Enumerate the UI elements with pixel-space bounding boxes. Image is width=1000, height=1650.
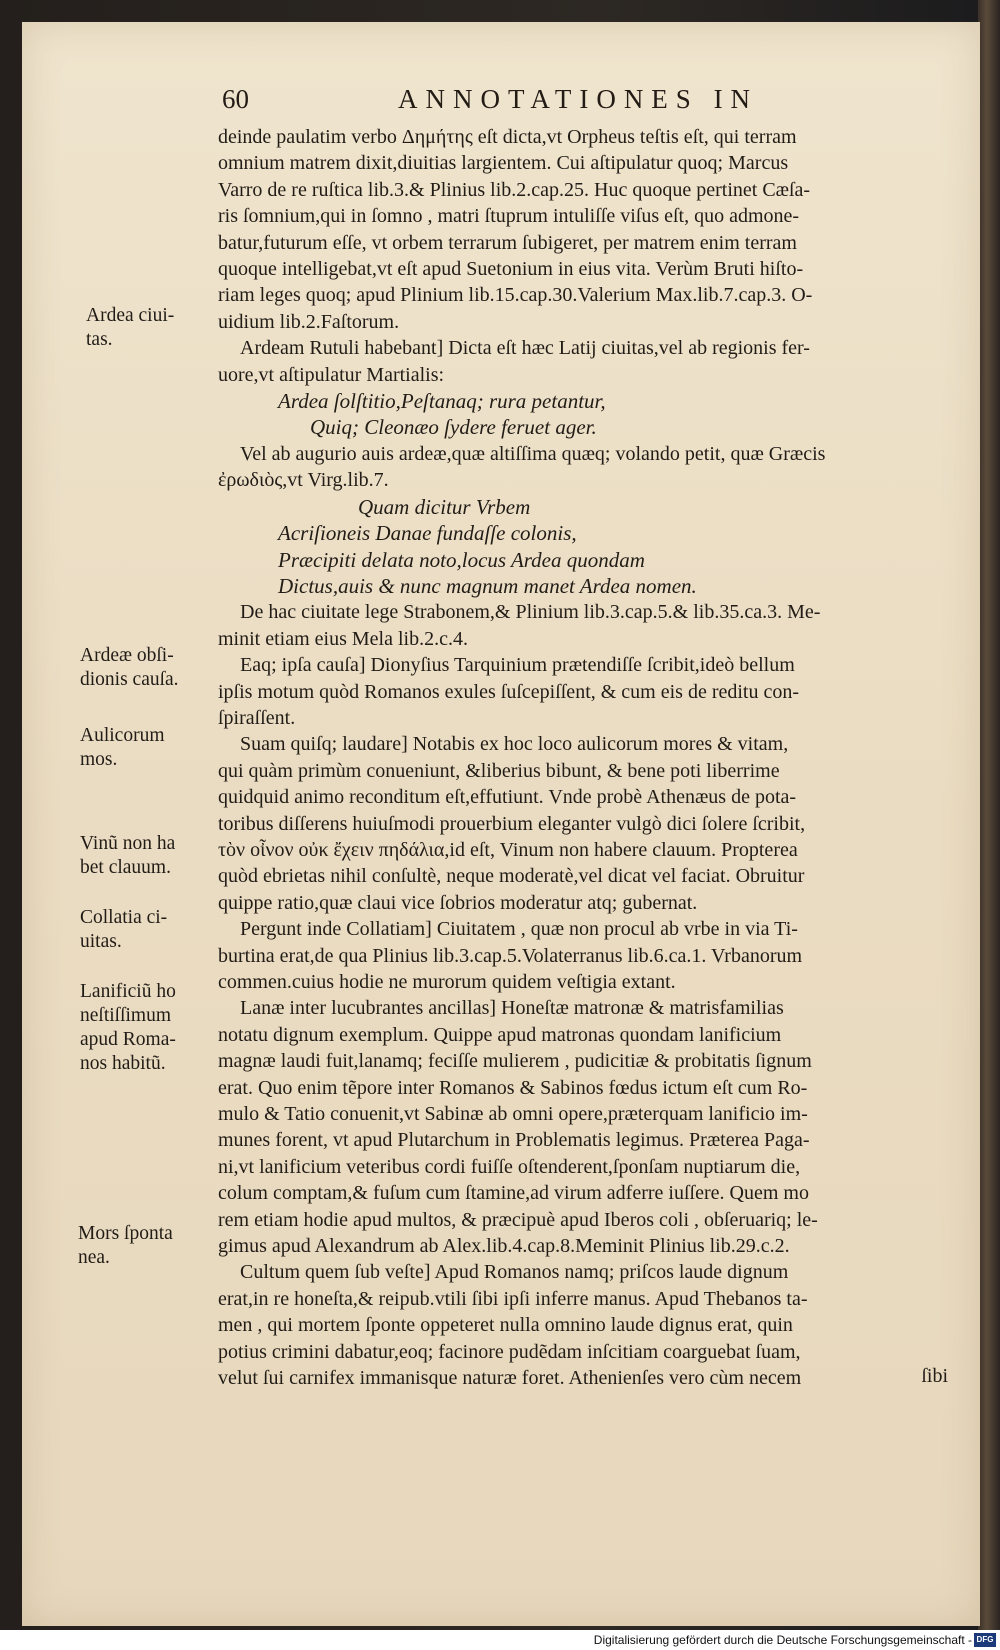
text-line: notatu dignum exemplum. Quippe apud matronas quondam lanificium bbox=[218, 1023, 782, 1046]
text-line: erat. Quo enim tẽpore inter Romanos & Sabinos fœdus ictum eſt cum Ro- bbox=[218, 1076, 808, 1099]
text-line: potius crimini dabatur,eoq; facinore pudẽdam inſcitiam coarguebat ſuam, bbox=[218, 1340, 801, 1363]
text-line: ris ſomnium,qui in ſomno , matri ſtuprum intuliſſe viſus eſt, quo admone- bbox=[218, 205, 800, 228]
verse-line: Acriſioneis Danae fundaſſe colonis, bbox=[278, 521, 577, 546]
text-line: deinde paulatim verbo Δημήτης eſt dicta,vt Orpheus teſtis eſt, qui terram bbox=[218, 126, 797, 148]
text-line: quòd ebrietas nihil conſultè, neque moderatè,vel dicat vel faciat. Obruitur bbox=[218, 865, 805, 888]
verse-line: Dictus,auis & nunc magnum manet Ardea nomen. bbox=[278, 573, 697, 598]
text-line: riam leges quoq; apud Plinium lib.15.cap.30.Valerium Max.lib.7.cap.3. O- bbox=[218, 284, 813, 307]
verse-line: Præcipiti delata noto,locus Ardea quondam bbox=[278, 547, 645, 572]
text-line: omnium matrem dixit,diuitias largientem. Cui aſtipulatur quoq; Marcus bbox=[218, 152, 789, 175]
text-line: Varro de re ruſtica lib.3.& Plinius lib.2.cap.25. Huc quoque pertinet Cæſa- bbox=[218, 178, 811, 201]
footer-text: Digitalisierung gefördert durch die Deutsche Forschungsgemeinschaft - bbox=[593, 1633, 972, 1647]
text-line: magnæ laudi fuit,lanamq; feciſſe mulierem , pudicitiæ & probitatis ſignum bbox=[218, 1050, 812, 1073]
verse-line: Quam dicitur Vrbem bbox=[358, 494, 531, 519]
book-edge bbox=[978, 0, 1000, 1650]
text-line: Eaq; ipſa cauſa] Dionyſius Tarquinium prætendiſſe ſcribit,ideò bellum bbox=[240, 654, 795, 677]
text-line: De hac ciuitate lege Strabonem,& Plinium lib.3.cap.5.& lib.35.ca.3. Me- bbox=[240, 601, 821, 624]
page-number: 60 bbox=[222, 84, 249, 114]
text-line: ipſis motum quòd Romanos exules ſuſcepiſſent, & cum eis de reditu con- bbox=[218, 680, 800, 703]
text-line: uore,vt aſtipulatur Martialis: bbox=[218, 363, 445, 386]
text-line: qui quàm primùm conueniunt, &liberius bibunt, & bene poti liberrime bbox=[218, 759, 780, 782]
catchword: ſibi bbox=[921, 1365, 948, 1387]
margin-note: Ardea ciui- tas. bbox=[86, 305, 175, 350]
verse-line: Ardea ſolſtitio,Peſtanaq; rura petantur, bbox=[278, 389, 606, 414]
text-line: gimus apud Alexandrum ab Alex.lib.4.cap.8.Meminit Plinius lib.29.c.2. bbox=[218, 1235, 790, 1258]
text-line: Lanæ inter lucubrantes ancillas] Honeſtæ matronæ & matrisfamilias bbox=[240, 997, 784, 1020]
text-line: ni,vt lanificium veteribus cordi fuiſſe oſtenderent,ſponſam nuptiarum die, bbox=[218, 1155, 801, 1178]
text-line: Cultum quem ſub veſte] Apud Romanos namq; priſcos laude dignum bbox=[240, 1261, 789, 1284]
text-line: Vel ab augurio auis ardeæ,quæ altiſſima quæq; volando petit, quæ Græcis bbox=[240, 442, 826, 465]
text-line: Pergunt inde Collatiam] Ciuitatem , quæ non procul ab vrbe in via Ti- bbox=[240, 918, 798, 941]
margin-note: Aulicorum mos. bbox=[80, 725, 165, 770]
text-line: colum comptam,& fuſum cum ſtamine,ad virum adferre iuſſere. Quem mo bbox=[218, 1182, 809, 1205]
text-line: mulo & Tatio conuenit,vt Sabinæ ab omni opere,præterquam lanificio im- bbox=[218, 1103, 808, 1126]
verse-line: Quiq; Cleonæo ſydere feruet ager. bbox=[310, 415, 597, 440]
text-line: ſpiraſſent. bbox=[218, 706, 296, 729]
text-line: minit etiam eius Mela lib.2.c.4. bbox=[218, 627, 468, 650]
text-line: quoque intelligebat,vt eſt apud Suetonium in eius vita. Verùm Bruti hiſto- bbox=[218, 258, 804, 281]
text-line: quidquid animo reconditum eſt,effutiunt. Vnde probè Athenæus de pota- bbox=[218, 786, 797, 809]
margin-note: Collatia ci- uitas. bbox=[80, 907, 168, 952]
margin-note: Ardeæ obſi- dionis cauſa. bbox=[80, 645, 179, 690]
text-line: men , qui mortem ſponte oppeteret nulla omnino laude dignus erat, quin bbox=[218, 1314, 793, 1337]
text-line: burtina erat,de qua Plinius lib.3.cap.5.Volaterranus lib.6.ca.1. Vrbanorum bbox=[218, 944, 803, 967]
text-line: ἐρωδιὸς,vt Virg.lib.7. bbox=[218, 469, 389, 492]
footer-bar bbox=[0, 1630, 1000, 1650]
text-line: commen.cuius hodie ne murorum quidem veſtigia extant. bbox=[218, 971, 676, 993]
text-line: erat,in re honeſta,& reipub.vtili ſibi ipſi inferre manus. Apud Thebanos ta- bbox=[218, 1287, 808, 1310]
margin-note: Lanificiũ ho neſtiſſimum apud Roma- nos habitũ. bbox=[80, 981, 176, 1074]
dfg-logo-icon: DFG bbox=[974, 1633, 996, 1647]
text-line: Ardeam Rutuli habebant] Dicta eſt hæc Latij ciuitas,vel ab regionis fer- bbox=[240, 337, 810, 360]
text-line: rem etiam hodie apud multos, & præcipuè apud Iberos coli , obſeruariq; le- bbox=[218, 1208, 818, 1231]
text-line: τὸν οἶνον οὐκ ἔχειν πηδάλια,id eſt, Vinum non habere clauum. Propterea bbox=[218, 838, 798, 861]
text-line: batur,futurum eſſe, vt orbem terrarum ſubigeret, per matrem enim terram bbox=[218, 231, 797, 254]
main-text bbox=[218, 124, 946, 1392]
text-line: Suam quiſq; laudare] Notabis ex hoc loco aulicorum mores & vitam, bbox=[240, 733, 789, 756]
margin-note: Mors ſponta nea. bbox=[78, 1223, 173, 1268]
text-line: velut ſui carnifex immanisque naturæ foret. Athenienſes vero cùm necem bbox=[218, 1367, 802, 1390]
text-line: munes forent, vt apud Plutarchum in Problematis legimus. Præterea Paga- bbox=[218, 1129, 810, 1152]
text-line: uidium lib.2.Faſtorum. bbox=[218, 310, 400, 333]
margin-note: Vinũ non ha bet clauum. bbox=[80, 833, 176, 878]
running-title: ANNOTATIONES IN bbox=[398, 84, 759, 114]
text-line: quippe ratio,quæ claui vice ſobrios moderatur atq; gubernat. bbox=[218, 891, 698, 914]
text-line: toribus diſſerens huiuſmodi prouerbium eleganter vulgò dici ſolere ſcribit, bbox=[218, 812, 806, 835]
